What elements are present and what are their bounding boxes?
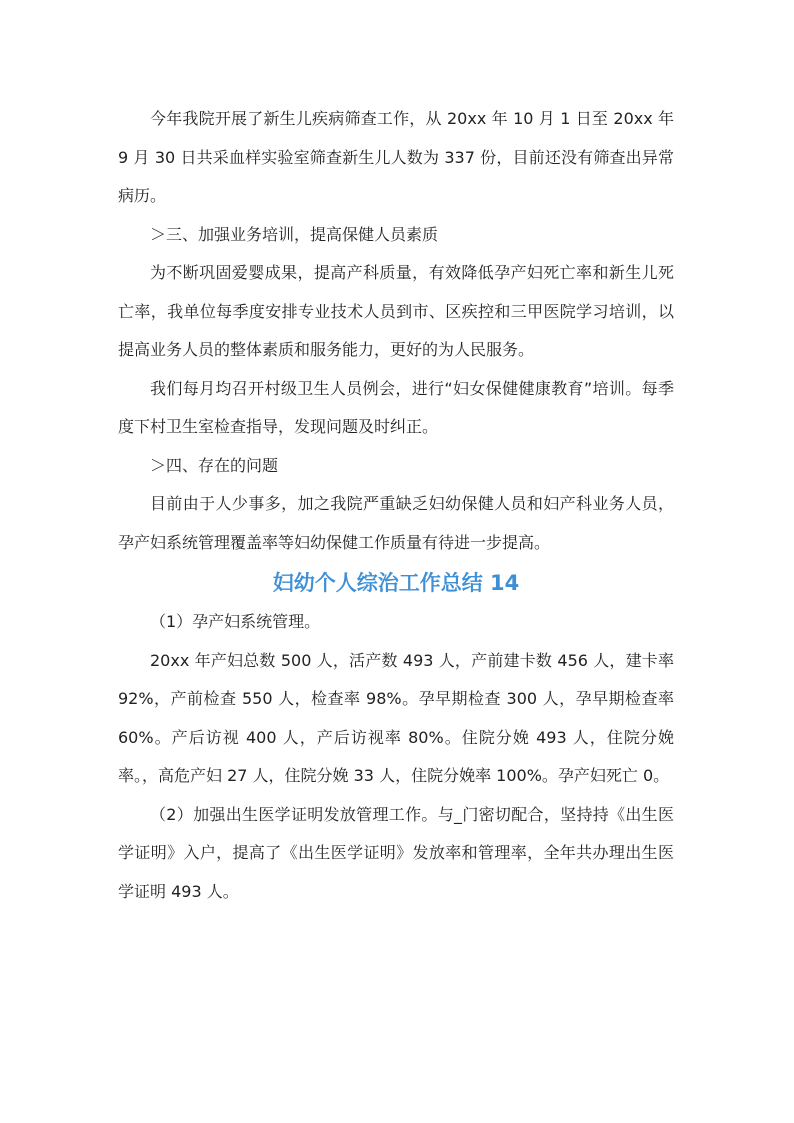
section-heading-problems: ＞四、存在的问题 [150,455,279,475]
document-body [118,100,674,911]
paragraph-meetings: 我们每月均召开村级卫生人员例会，进行“妇女保健健康教育”培训。每季度下村卫生室检查指导，发现问题及时纠正。 [118,378,674,436]
paragraph-problems: 目前由于人少事多，加之我院严重缺乏妇幼保健人员和妇产科业务人员，孕产妇系统管理覆盖率等妇幼保健工作质量有待进一步提高。 [118,494,674,552]
section-heading-training: ＞三、加强业务培训，提高保健人员素质 [150,224,439,244]
paragraph-system-management-label: （1）孕产妇系统管理。 [150,612,321,631]
paragraph-screening: 今年我院开展了新生儿疾病筛查工作，从 20xx 年 10 月 1 日至 20xx 年 9 月 30 日共采血样实验室筛查新生儿人数为 337 份，目前还没有筛查出异常病历。 [118,109,674,205]
paragraph-birth-certificate: （2）加强出生医学证明发放管理工作。与_门密切配合，坚持持《出生医学证明》入户，提高了《出生医学证明》发放率和管理率，全年共办理出生医学证明 493 人。 [118,804,674,901]
document-title: 妇幼个人综治工作总结 14 [272,571,520,595]
paragraph-training: 为不断巩固爱婴成果，提高产科质量，有效降低孕产妇死亡率和新生儿死亡率，我单位每季度安排专业技术人员到市、区疾控和三甲医院学习培训，以提高业务人员的整体素质和服务能力，更好的为人民服务。 [118,263,674,359]
paragraph-statistics: 20xx 年产妇总数 500 人，活产数 493 人，产前建卡数 456 人，建卡率 92%，产前检查 550 人，检查率 98%。孕早期检查 300 人，孕早期检查率 60%。产后访视 400 人，产后访视率 80%。住院分娩 493 人，住院分娩率。，高危产妇 27 人，住院分娩 33 人，住院分娩率 100%。孕产妇死亡 0。 [118,650,674,785]
